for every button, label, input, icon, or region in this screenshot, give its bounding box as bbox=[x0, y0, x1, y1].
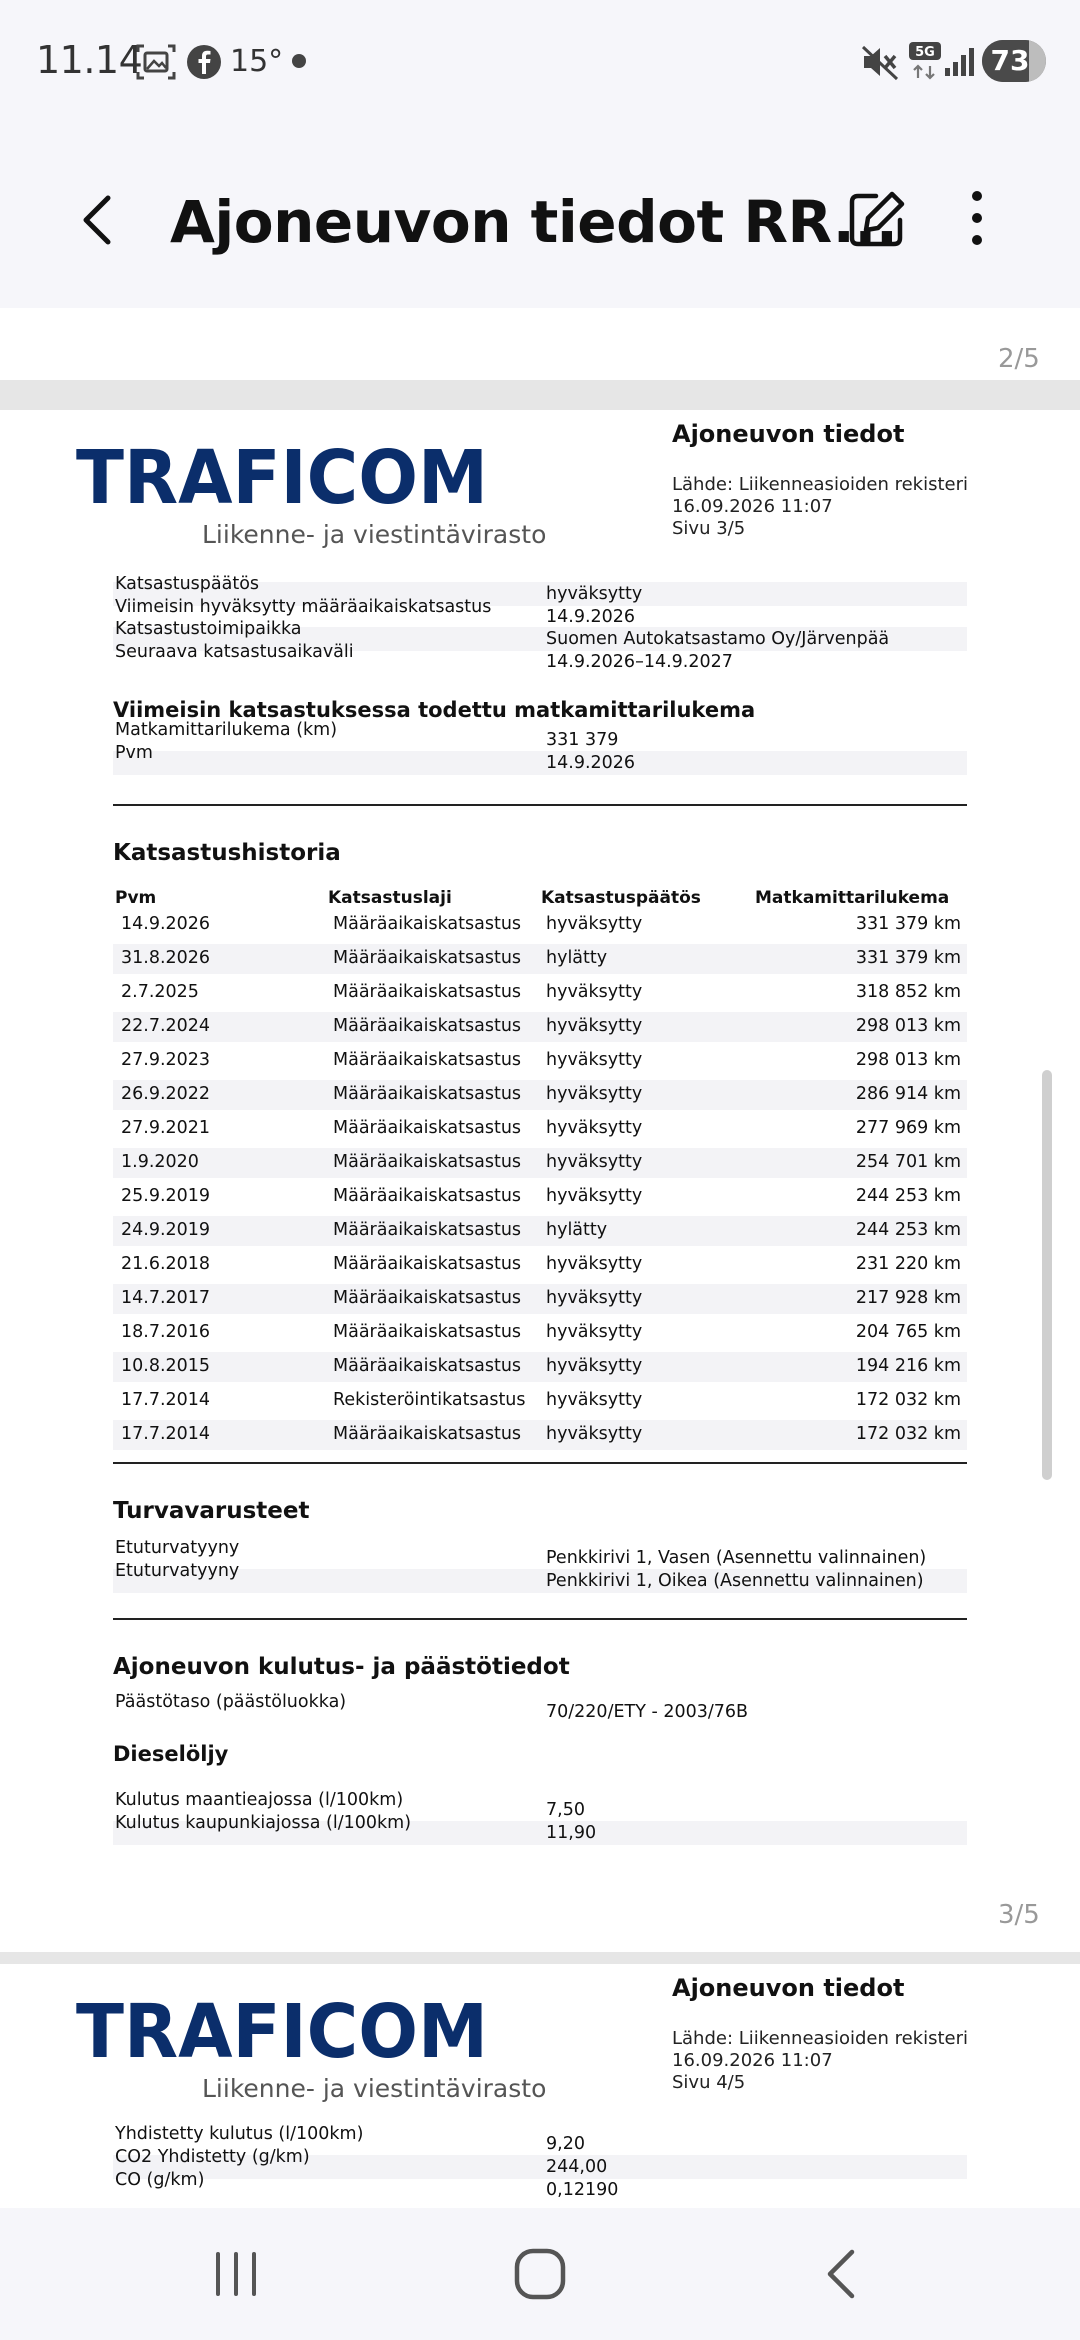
app-bar bbox=[0, 150, 1080, 290]
logo-subtitle: Liikenne- ja viestintävirasto bbox=[202, 520, 547, 549]
history-date: 2.7.2025 bbox=[121, 982, 199, 1002]
history-odometer: 194 216 km bbox=[855, 1356, 961, 1376]
doc-page-number: Sivu 3/5 bbox=[672, 518, 746, 539]
history-odometer: 298 013 km bbox=[855, 1050, 961, 1070]
home-icon bbox=[512, 2246, 568, 2302]
history-type: Määräaikaiskatsastus bbox=[333, 1322, 522, 1342]
history-result: hyväksytty bbox=[546, 982, 643, 1002]
history-date: 27.9.2021 bbox=[121, 1118, 211, 1138]
info-row bbox=[113, 1692, 967, 1724]
history-odometer: 172 032 km bbox=[855, 1390, 961, 1410]
history-odometer: 298 013 km bbox=[855, 1016, 961, 1036]
history-type: Määräaikaiskatsastus bbox=[333, 1254, 522, 1274]
back-nav-icon bbox=[820, 2246, 864, 2302]
doc-page-number: Sivu 4/5 bbox=[672, 2072, 746, 2093]
section-divider bbox=[113, 1618, 967, 1620]
page-label-3: 3/5 bbox=[998, 1900, 1040, 1930]
pdf-page-4 bbox=[0, 1964, 1080, 2208]
logo-subtitle: Liikenne- ja viestintävirasto bbox=[202, 2074, 547, 2103]
more-icon bbox=[960, 186, 1000, 250]
info-label: Etuturvatyyny bbox=[115, 1561, 240, 1581]
history-result: hylätty bbox=[546, 1220, 608, 1240]
doc-datetime: 16.09.2026 11:07 bbox=[672, 496, 833, 517]
logo-text: TRAFICOM bbox=[76, 1999, 488, 2069]
scrollbar[interactable] bbox=[1042, 1070, 1052, 1480]
history-type: Määräaikaiskatsastus bbox=[333, 1118, 522, 1138]
history-type: Määräaikaiskatsastus bbox=[333, 1050, 522, 1070]
history-date: 17.7.2014 bbox=[121, 1424, 211, 1444]
doc-header-title: Ajoneuvon tiedot bbox=[672, 420, 905, 448]
info-label: Päästötaso (päästöluokka) bbox=[115, 1692, 347, 1712]
history-type: Määräaikaiskatsastus bbox=[333, 1186, 522, 1206]
info-value: 244,00 bbox=[546, 2157, 608, 2177]
history-date: 26.9.2022 bbox=[121, 1084, 211, 1104]
history-row bbox=[113, 1182, 967, 1212]
history-type: Määräaikaiskatsastus bbox=[333, 1356, 522, 1376]
document-viewer[interactable] bbox=[0, 308, 1080, 2208]
back-button[interactable] bbox=[70, 188, 130, 252]
history-odometer: 244 253 km bbox=[855, 1220, 961, 1240]
history-date: 17.7.2014 bbox=[121, 1390, 211, 1410]
info-row bbox=[113, 641, 967, 674]
recent-apps-button[interactable] bbox=[210, 2248, 262, 2304]
info-value: 14.9.2026 bbox=[546, 753, 636, 773]
history-type: Määräaikaiskatsastus bbox=[333, 914, 522, 934]
history-result: hyväksytty bbox=[546, 1356, 643, 1376]
history-odometer: 331 379 km bbox=[855, 914, 961, 934]
dot-icon bbox=[292, 54, 306, 68]
section-divider bbox=[113, 804, 967, 806]
network-label: 5G bbox=[915, 45, 935, 60]
document-title: Ajoneuvon tiedot RR... bbox=[170, 188, 898, 256]
info-label: Pvm bbox=[115, 743, 153, 763]
info-row bbox=[113, 2147, 967, 2179]
history-odometer: 277 969 km bbox=[855, 1118, 961, 1138]
history-odometer: 172 032 km bbox=[855, 1424, 961, 1444]
info-value: Suomen Autokatsastamo Oy/Järvenpää bbox=[546, 629, 890, 649]
history-result: hyväksytty bbox=[546, 1288, 643, 1308]
edit-button[interactable] bbox=[846, 186, 906, 250]
history-type: Rekisteröintikatsastus bbox=[333, 1390, 526, 1410]
history-type: Määräaikaiskatsastus bbox=[333, 1152, 522, 1172]
history-result: hyväksytty bbox=[546, 1152, 643, 1172]
history-header-odometer: Matkamittarilukema bbox=[755, 888, 950, 908]
logo-text: TRAFICOM bbox=[76, 445, 488, 515]
info-label: Yhdistetty kulutus (l/100km) bbox=[115, 2124, 364, 2144]
info-value: Penkkirivi 1, Vasen (Asennettu valinnainen) bbox=[546, 1548, 927, 1568]
info-value: 7,50 bbox=[546, 1800, 585, 1820]
history-row bbox=[113, 1114, 967, 1144]
consumption-section-title: Ajoneuvon kulutus- ja päästötiedot bbox=[113, 1654, 570, 1680]
history-row bbox=[113, 1386, 967, 1416]
info-value: 0,12190 bbox=[546, 2180, 619, 2200]
back-icon bbox=[70, 188, 130, 252]
history-type: Määräaikaiskatsastus bbox=[333, 948, 522, 968]
history-odometer: 318 852 km bbox=[855, 982, 961, 1002]
info-label: Katsastustoimipaikka bbox=[115, 619, 302, 639]
history-section-title: Katsastushistoria bbox=[113, 840, 341, 866]
history-odometer: 231 220 km bbox=[855, 1254, 961, 1274]
history-row bbox=[113, 1046, 967, 1076]
info-label: CO (g/km) bbox=[115, 2170, 205, 2190]
navigation-bar bbox=[0, 2208, 1080, 2340]
network-5g-icon bbox=[908, 40, 942, 84]
history-date: 1.9.2020 bbox=[121, 1152, 199, 1172]
history-type: Määräaikaiskatsastus bbox=[333, 1220, 522, 1240]
history-date: 21.6.2018 bbox=[121, 1254, 211, 1274]
edit-icon bbox=[846, 186, 906, 250]
status-temperature: 15° bbox=[230, 44, 284, 79]
info-value: Penkkirivi 1, Oikea (Asennettu valinnainen) bbox=[546, 1571, 924, 1591]
history-result: hyväksytty bbox=[546, 1254, 643, 1274]
pdf-page-3 bbox=[0, 410, 1080, 1952]
history-row bbox=[113, 1284, 967, 1314]
battery-icon bbox=[982, 40, 1046, 82]
history-row bbox=[113, 1148, 967, 1178]
history-date: 18.7.2016 bbox=[121, 1322, 211, 1342]
info-row bbox=[113, 1813, 967, 1845]
history-result: hyväksytty bbox=[546, 1118, 643, 1138]
info-label: CO2 Yhdistetty (g/km) bbox=[115, 2147, 310, 2167]
info-label: Katsastuspäätös bbox=[115, 574, 260, 594]
doc-header-title: Ajoneuvon tiedot bbox=[672, 1974, 905, 2002]
info-row bbox=[113, 1538, 967, 1570]
info-value: 70/220/ETY - 2003/76B bbox=[546, 1702, 749, 1722]
history-row bbox=[113, 978, 967, 1008]
info-label: Matkamittarilukema (km) bbox=[115, 720, 338, 740]
gallery-icon bbox=[136, 44, 176, 84]
history-row bbox=[113, 1250, 967, 1280]
history-date: 31.8.2026 bbox=[121, 948, 211, 968]
battery-level: 73 bbox=[990, 44, 1030, 77]
history-header-result: Katsastuspäätös bbox=[541, 888, 701, 908]
history-result: hyväksytty bbox=[546, 1050, 643, 1070]
info-label: Seuraava katsastusaikaväli bbox=[115, 641, 354, 662]
history-result: hyväksytty bbox=[546, 1390, 643, 1410]
facebook-icon bbox=[186, 44, 222, 84]
doc-source: Lähde: Liikenneasioiden rekisteri bbox=[672, 474, 968, 495]
info-label: Kulutus maantieajossa (l/100km) bbox=[115, 1790, 404, 1810]
page-label-2: 2/5 bbox=[998, 344, 1040, 374]
page-2-bottom bbox=[0, 308, 1080, 380]
history-odometer: 217 928 km bbox=[855, 1288, 961, 1308]
history-row bbox=[113, 1080, 967, 1110]
history-type: Määräaikaiskatsastus bbox=[333, 1424, 522, 1444]
more-button[interactable] bbox=[960, 186, 1000, 250]
signal-icon bbox=[944, 46, 978, 82]
history-date: 14.9.2026 bbox=[121, 914, 211, 934]
info-value: 14.9.2026–14.9.2027 bbox=[546, 651, 733, 672]
history-date: 14.7.2017 bbox=[121, 1288, 211, 1308]
history-row bbox=[113, 910, 967, 940]
odometer-section-title: Viimeisin katsastuksessa todettu matkamittarilukema bbox=[113, 698, 756, 722]
section-divider bbox=[113, 1462, 967, 1464]
recent-apps-icon bbox=[210, 2248, 262, 2300]
history-date: 22.7.2024 bbox=[121, 1016, 211, 1036]
home-button[interactable] bbox=[512, 2246, 568, 2306]
history-result: hylätty bbox=[546, 948, 608, 968]
info-label: Etuturvatyyny bbox=[115, 1538, 240, 1558]
history-header-type: Katsastuslaji bbox=[328, 888, 452, 908]
info-label: Viimeisin hyväksytty määräaikaiskatsastus bbox=[115, 596, 492, 617]
info-value: hyväksytty bbox=[546, 584, 643, 604]
traficom-logo bbox=[76, 1999, 491, 2069]
traficom-logo bbox=[76, 445, 491, 515]
history-row bbox=[113, 1216, 967, 1246]
history-type: Määräaikaiskatsastus bbox=[333, 1016, 522, 1036]
history-date: 24.9.2019 bbox=[121, 1220, 211, 1240]
doc-datetime: 16.09.2026 11:07 bbox=[672, 2050, 833, 2071]
info-row bbox=[113, 1561, 967, 1593]
info-label: Kulutus kaupunkiajossa (l/100km) bbox=[115, 1813, 412, 1833]
history-type: Määräaikaiskatsastus bbox=[333, 1084, 522, 1104]
history-odometer: 254 701 km bbox=[855, 1152, 961, 1172]
history-row bbox=[113, 944, 967, 974]
history-result: hyväksytty bbox=[546, 914, 643, 934]
history-row bbox=[113, 1352, 967, 1382]
history-result: hyväksytty bbox=[546, 1424, 643, 1444]
history-date: 10.8.2015 bbox=[121, 1356, 211, 1376]
history-odometer: 204 765 km bbox=[855, 1322, 961, 1342]
status-bar bbox=[0, 0, 1080, 120]
history-result: hyväksytty bbox=[546, 1016, 643, 1036]
info-value: 331 379 bbox=[546, 730, 619, 750]
history-result: hyväksytty bbox=[546, 1084, 643, 1104]
info-row bbox=[113, 2170, 967, 2202]
history-odometer: 331 379 km bbox=[855, 948, 961, 968]
history-row bbox=[113, 1420, 967, 1450]
history-odometer: 244 253 km bbox=[855, 1186, 961, 1206]
info-value: 11,90 bbox=[546, 1823, 597, 1843]
history-row bbox=[113, 1318, 967, 1348]
back-nav-button[interactable] bbox=[820, 2246, 864, 2306]
history-result: hyväksytty bbox=[546, 1322, 643, 1342]
info-row bbox=[113, 720, 967, 752]
history-row bbox=[113, 1012, 967, 1042]
history-odometer: 286 914 km bbox=[855, 1084, 961, 1104]
doc-source: Lähde: Liikenneasioiden rekisteri bbox=[672, 2028, 968, 2049]
status-time: 11.14 bbox=[36, 38, 143, 82]
mute-icon bbox=[860, 42, 900, 86]
info-value: 14.9.2026 bbox=[546, 606, 636, 627]
history-date: 27.9.2023 bbox=[121, 1050, 211, 1070]
info-value: 9,20 bbox=[546, 2134, 585, 2154]
info-row bbox=[113, 743, 967, 775]
history-date: 25.9.2019 bbox=[121, 1186, 211, 1206]
fuel-section-title: Dieselöljy bbox=[113, 1742, 229, 1766]
history-type: Määräaikaiskatsastus bbox=[333, 1288, 522, 1308]
history-type: Määräaikaiskatsastus bbox=[333, 982, 522, 1002]
safety-section-title: Turvavarusteet bbox=[113, 1498, 310, 1524]
history-result: hyväksytty bbox=[546, 1186, 643, 1206]
history-header-date: Pvm bbox=[115, 888, 157, 908]
